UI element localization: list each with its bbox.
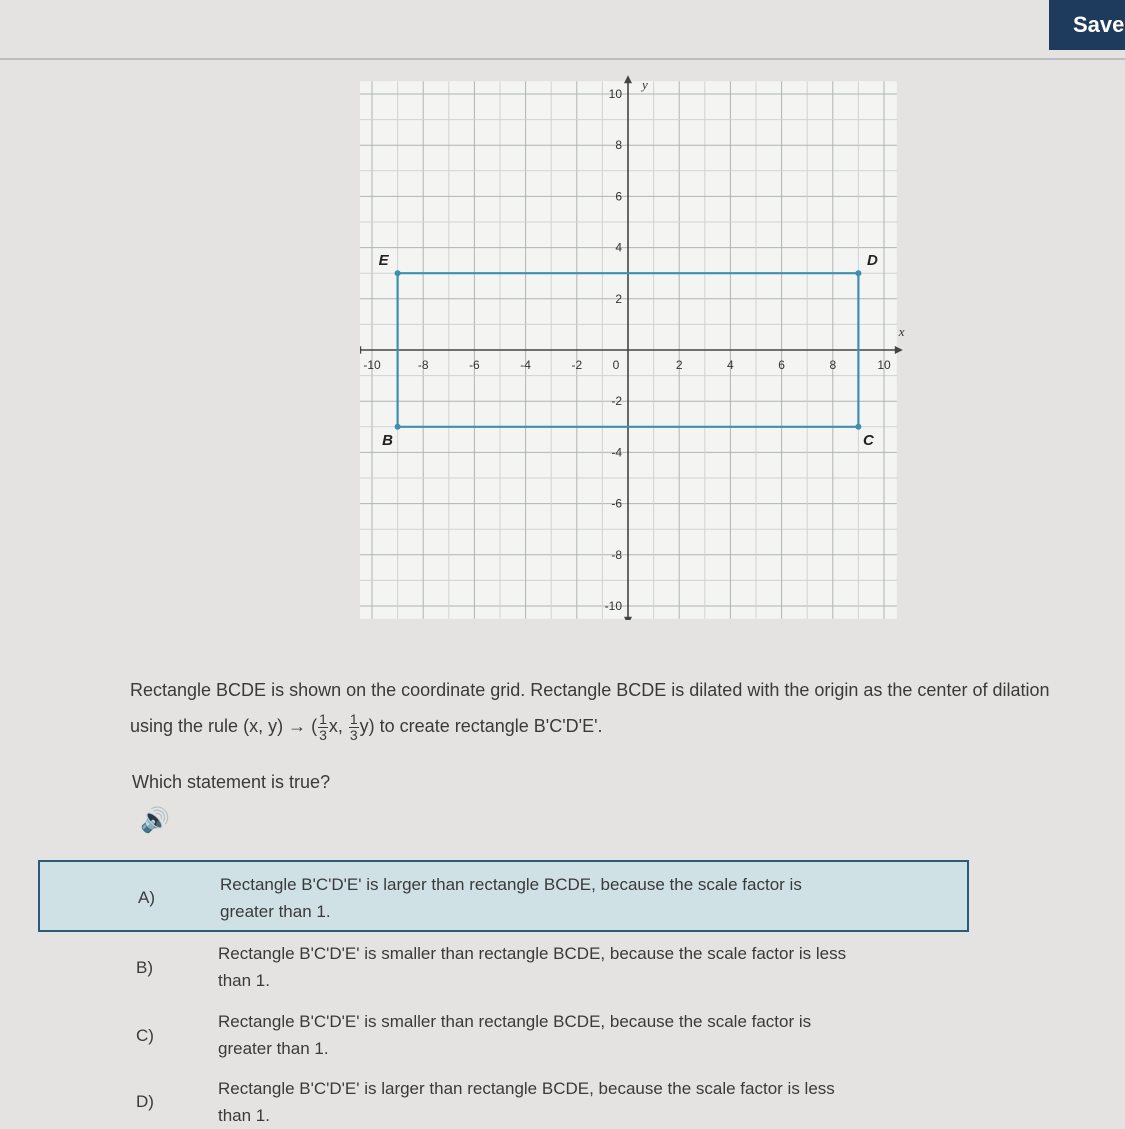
choice-text: Rectangle B'C'D'E' is smaller than rectangle BCDE, because the scale factor is greater than 1. [218, 1012, 812, 1058]
speaker-icon[interactable]: 🔊 [140, 807, 170, 834]
x-tick-label: 0 [612, 358, 620, 372]
x-axis-label: x [898, 324, 905, 339]
vertex-label: E [378, 252, 389, 270]
vertex-label: C [862, 431, 874, 449]
choice-d[interactable] [38, 1072, 969, 1125]
choice-a[interactable] [38, 860, 969, 932]
coordinate-grid [360, 60, 920, 620]
y-axis-arrow-down [624, 617, 632, 620]
y-tick-label: -8 [611, 547, 622, 562]
choice-letter: A) [138, 888, 155, 907]
vertex-label: D [866, 252, 878, 270]
x-tick-label: 2 [675, 358, 683, 372]
x-tick-label: -10 [363, 358, 381, 372]
vertex-point [855, 424, 861, 430]
choice-c[interactable] [38, 1004, 969, 1068]
x-tick-label: -8 [417, 358, 429, 372]
choice-letter: B) [136, 958, 153, 977]
question-line-1: Rectangle BCDE is shown on the coordinate grid. Rectangle BCDE is dilated with the origin as the center of dilation [130, 680, 1050, 700]
save-button[interactable]: Save [1049, 0, 1125, 50]
x-axis-arrow-right [895, 346, 903, 354]
y-tick-label: 8 [615, 138, 622, 153]
x-tick-label: 6 [778, 358, 785, 372]
choice-b[interactable] [38, 934, 969, 1000]
choice-letter: D) [136, 1092, 154, 1111]
rule-prefix: using the rule (x, y) → ( [130, 716, 318, 736]
x-tick-label: 10 [877, 358, 891, 372]
vertex-point [855, 270, 861, 276]
choice-text: Rectangle B'C'D'E' is larger than rectangle BCDE, because the scale factor is less than 1. [218, 1079, 835, 1125]
rule-y: y) to create rectangle B'C'D'E'. [359, 716, 603, 736]
x-tick-label: -6 [469, 358, 480, 372]
rule-x: x, [328, 716, 348, 736]
vertex-label: B [382, 431, 394, 449]
y-tick-label: -4 [611, 445, 622, 460]
question-line-2 [130, 708, 1125, 744]
x-tick-label: 4 [727, 358, 734, 372]
choice-text: Rectangle B'C'D'E' is larger than rectangle BCDE, because the scale factor is greater than 1. [220, 875, 802, 921]
y-tick-label: 10 [608, 87, 622, 101]
y-tick-label: -6 [611, 496, 622, 511]
vertex-point [395, 424, 401, 430]
x-axis-arrow-left [360, 346, 361, 354]
choice-letter: C) [136, 1026, 154, 1045]
y-axis-arrow-up [624, 75, 632, 83]
vertex-point [395, 270, 401, 276]
fraction-x: $\frac{1}{3}$ [319, 710, 327, 743]
x-tick-label: -4 [520, 358, 531, 372]
y-tick-label: -2 [611, 394, 622, 409]
y-tick-label: 4 [615, 240, 622, 255]
fraction-y: $\frac{1}{3}$ [349, 710, 358, 743]
x-tick-label: -2 [571, 358, 583, 372]
y-tick-label: 6 [615, 189, 622, 204]
question-text [130, 672, 1125, 744]
x-tick-label: 8 [829, 358, 837, 372]
y-tick-label: 2 [615, 291, 622, 306]
y-axis-label: y [642, 77, 648, 93]
question-prompt: Which statement is true? [132, 772, 331, 792]
y-tick-label: -10 [604, 599, 622, 613]
choice-text: Rectangle B'C'D'E' is smaller than rectangle BCDE, because the scale factor is less than 1. [218, 944, 847, 990]
